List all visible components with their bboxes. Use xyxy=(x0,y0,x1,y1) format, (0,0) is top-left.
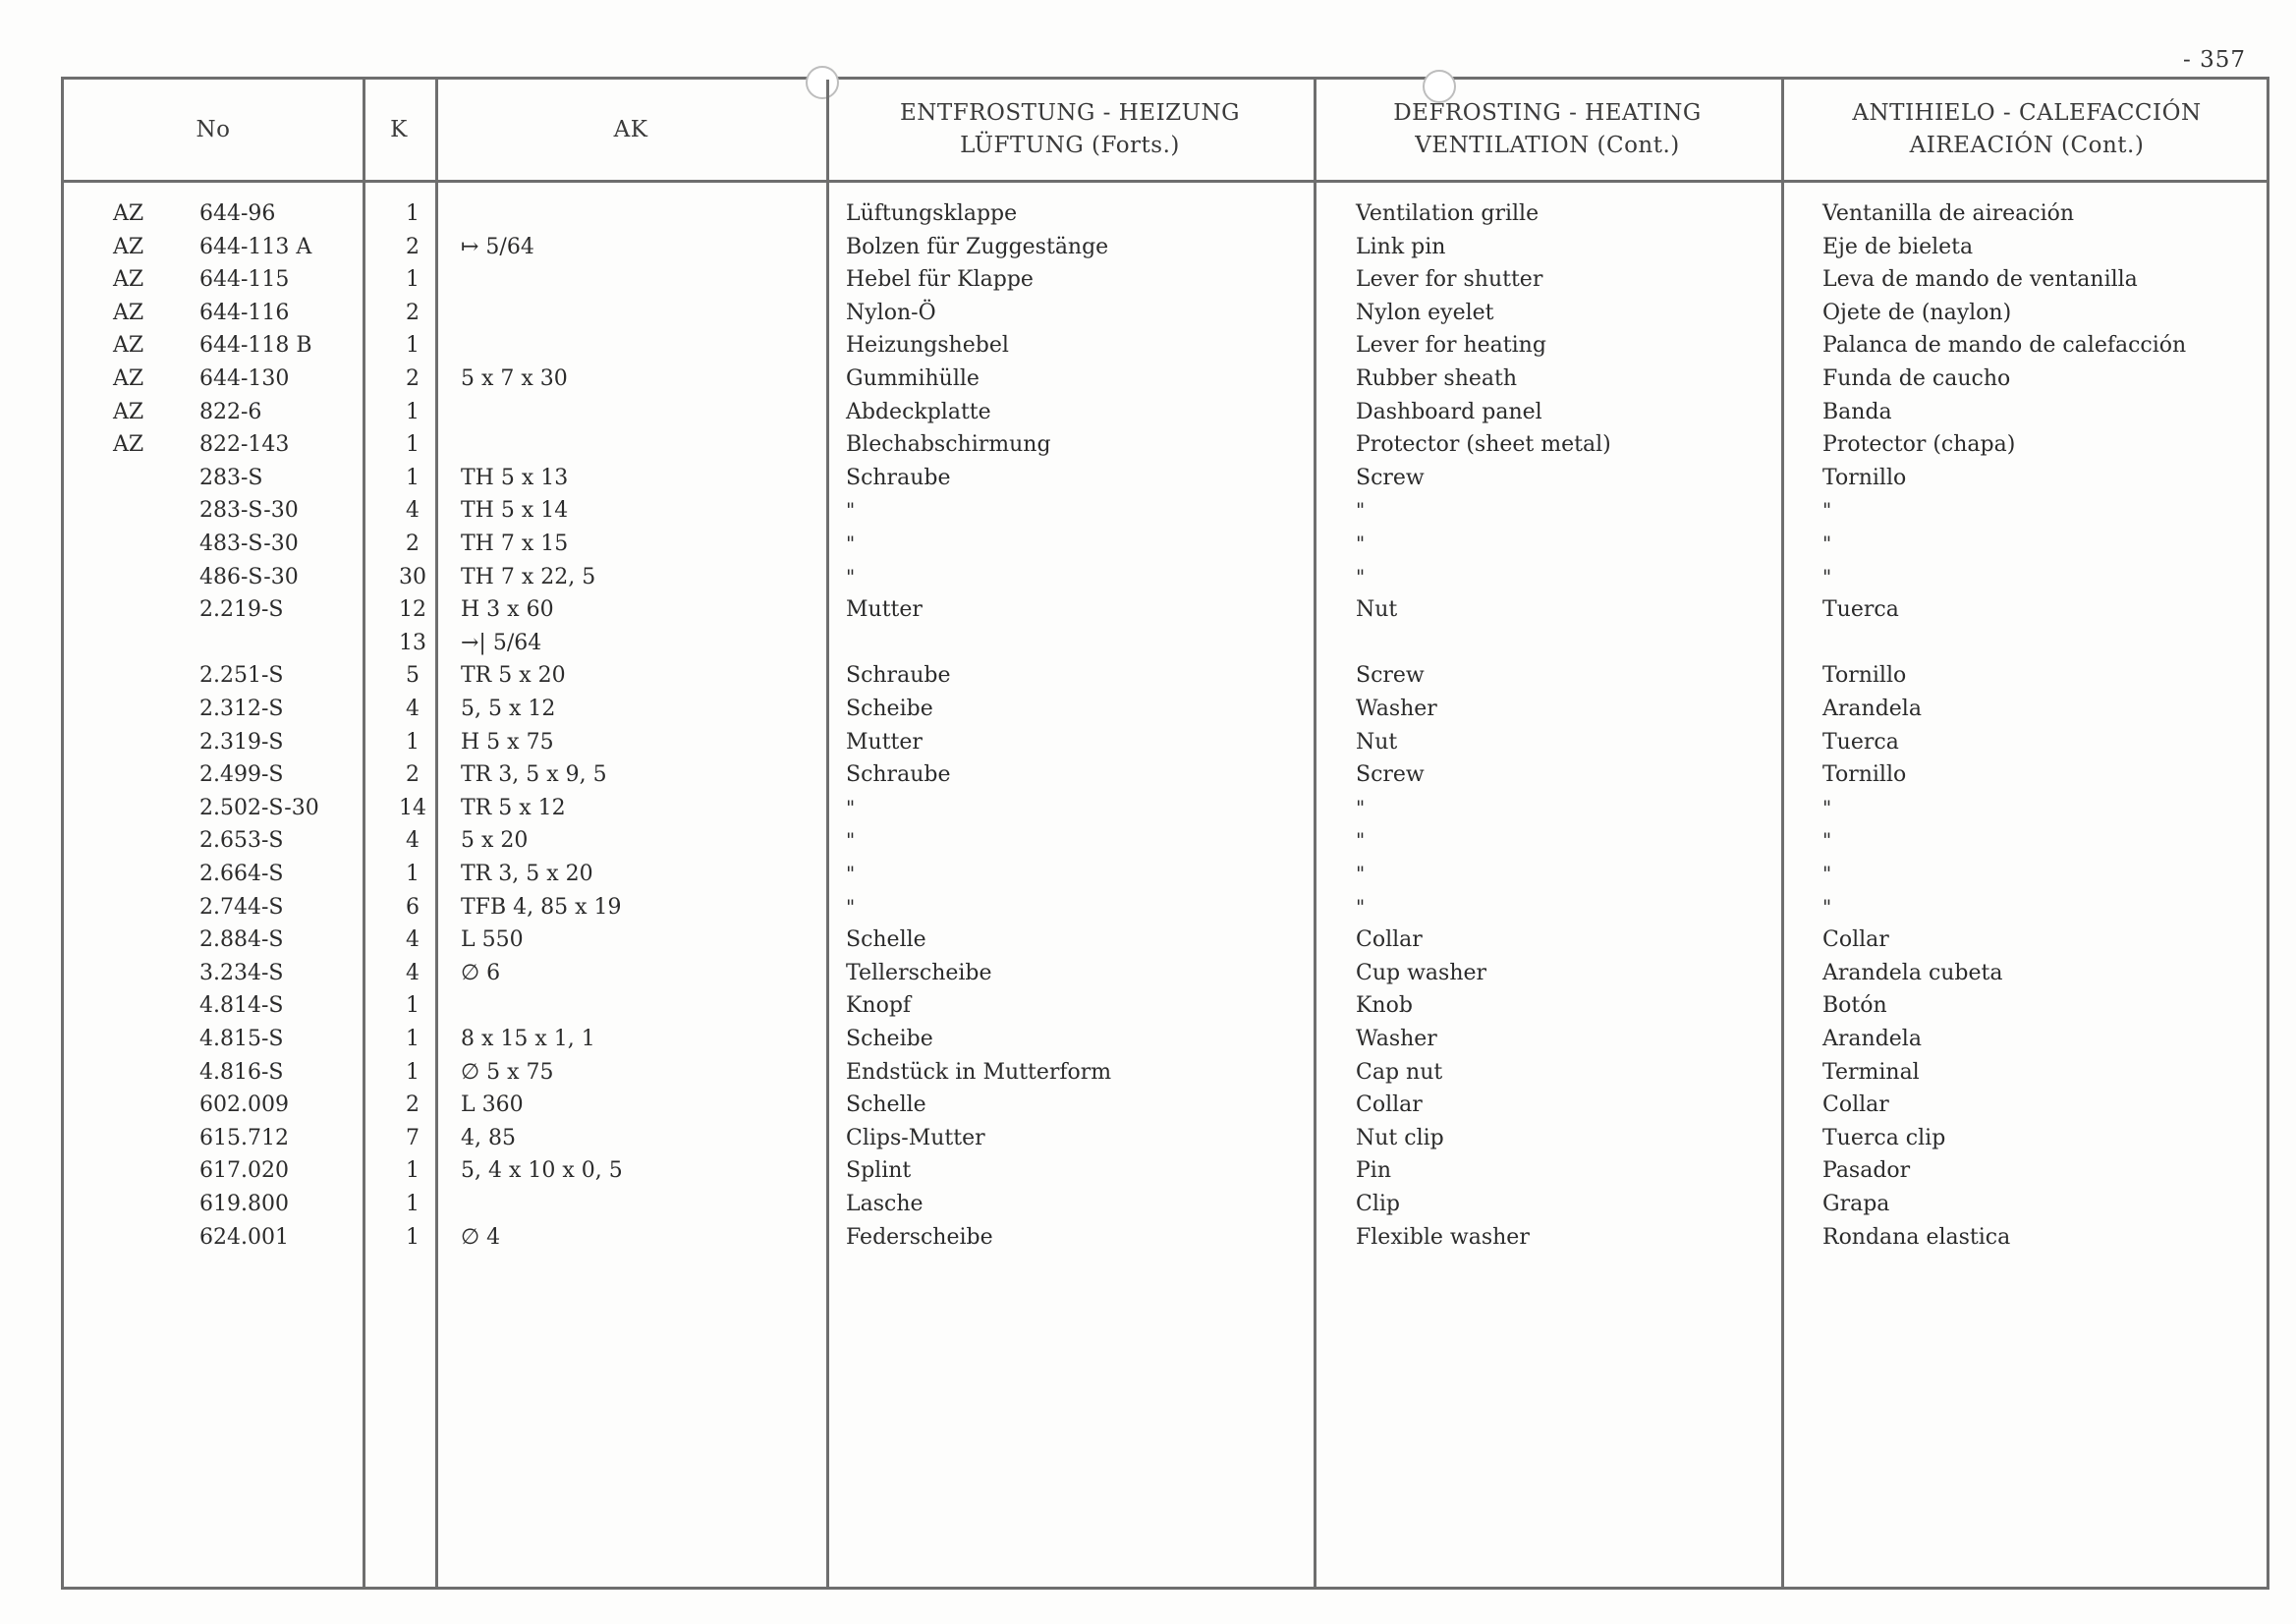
cell-en: Washer xyxy=(1356,697,1437,721)
cell-es: Ventanilla de aireación xyxy=(1822,201,2075,226)
header-english: DEFROSTING - HEATING VENTILATION (Cont.) xyxy=(1393,100,1702,158)
cell-de: Federscheibe xyxy=(846,1224,993,1250)
cell-ak: L 550 xyxy=(461,927,524,953)
cell-de: Schraube xyxy=(846,663,951,689)
cell-de: Bolzen für Zuggestänge xyxy=(846,234,1109,259)
cell-de: Lasche xyxy=(846,1192,924,1216)
cell-number: 2.251-S xyxy=(199,663,284,689)
cell-prefix: AZ xyxy=(113,201,144,226)
cell-es: Leva de mando de ventanilla xyxy=(1822,267,2138,293)
cell-en: Screw xyxy=(1356,465,1425,490)
header-k: K xyxy=(390,116,408,142)
cell-es: " xyxy=(1822,498,1830,523)
cell-k: 5 xyxy=(406,663,420,689)
cell-ak: 5 x 7 x 30 xyxy=(461,366,568,391)
page-number: - 357 xyxy=(2183,47,2246,73)
cell-de: Mutter xyxy=(846,597,923,623)
cell-es: Tuerca xyxy=(1822,729,1899,755)
cell-en: Protector (sheet metal) xyxy=(1356,432,1611,458)
header-no: No xyxy=(196,116,231,142)
cell-number: 644-96 xyxy=(199,201,276,226)
cell-en: Nut xyxy=(1356,729,1398,755)
cell-en: Lever for shutter xyxy=(1356,267,1543,293)
cell-ak: H 5 x 75 xyxy=(461,729,554,755)
table-row xyxy=(64,891,2267,924)
cell-ak: 5, 4 x 10 x 0, 5 xyxy=(461,1158,623,1184)
cell-ak: 5 x 20 xyxy=(461,828,529,854)
cell-en: " xyxy=(1356,498,1364,523)
table-row xyxy=(64,329,2267,363)
table-row xyxy=(64,297,2267,330)
cell-en: Collar xyxy=(1356,927,1423,953)
cell-en: Link pin xyxy=(1356,234,1446,259)
cell-de: " xyxy=(846,894,854,919)
table-row xyxy=(64,726,2267,759)
cell-ak: TR 3, 5 x 20 xyxy=(461,862,593,886)
cell-de: Knopf xyxy=(846,993,912,1019)
table-row xyxy=(64,989,2267,1023)
cell-es: Rondana elastica xyxy=(1822,1224,2011,1250)
cell-ak: ∅ 4 xyxy=(461,1224,501,1250)
cell-number: 624.001 xyxy=(199,1224,289,1250)
cell-es: Tornillo xyxy=(1822,762,1907,788)
cell-ak: 5, 5 x 12 xyxy=(461,697,556,721)
cell-k: 14 xyxy=(399,795,426,820)
cell-k: 1 xyxy=(406,729,420,755)
cell-en: Nylon eyelet xyxy=(1356,300,1494,325)
cell-es: Grapa xyxy=(1822,1192,1890,1216)
cell-de: Schraube xyxy=(846,465,951,490)
cell-de: " xyxy=(846,828,854,853)
cell-prefix: AZ xyxy=(113,432,144,458)
cell-prefix: AZ xyxy=(113,333,144,359)
cell-en: Screw xyxy=(1356,663,1425,689)
table-row xyxy=(64,957,2267,990)
cell-number: 2.319-S xyxy=(199,729,284,755)
cell-ak: TH 7 x 22, 5 xyxy=(461,564,596,589)
cell-en: Nut clip xyxy=(1356,1125,1444,1150)
cell-es: Botón xyxy=(1822,993,1887,1019)
cell-en: Cup washer xyxy=(1356,960,1487,985)
cell-de: Abdeckplatte xyxy=(846,399,991,424)
cell-ak: H 3 x 60 xyxy=(461,597,554,623)
cell-k: 1 xyxy=(406,993,420,1019)
cell-number: 615.712 xyxy=(199,1125,289,1150)
cell-number: 644-116 xyxy=(199,300,290,325)
cell-number: 822-6 xyxy=(199,399,262,424)
cell-de: Scheibe xyxy=(846,1027,933,1051)
cell-es: Arandela cubeta xyxy=(1822,960,2003,985)
cell-de: Heizungshebel xyxy=(846,333,1009,359)
cell-en: Rubber sheath xyxy=(1356,366,1518,391)
table-row xyxy=(64,659,2267,693)
cell-number: 2.884-S xyxy=(199,927,284,953)
cell-es: Protector (chapa) xyxy=(1822,432,2016,458)
table-row xyxy=(64,1056,2267,1090)
table-row xyxy=(64,1023,2267,1056)
cell-en: " xyxy=(1356,894,1364,919)
cell-ak: →| 5/64 xyxy=(461,630,542,655)
cell-es: Tuerca xyxy=(1822,597,1899,623)
table-row xyxy=(64,1089,2267,1122)
cell-k: 13 xyxy=(399,630,426,655)
cell-de: Tellerscheibe xyxy=(846,960,992,985)
table-row xyxy=(64,428,2267,462)
cell-de: " xyxy=(846,532,854,555)
cell-es: " xyxy=(1822,862,1830,885)
cell-k: 6 xyxy=(406,894,420,920)
cell-prefix: AZ xyxy=(113,366,144,391)
cell-k: 4 xyxy=(406,697,420,721)
cell-k: 1 xyxy=(406,1027,420,1051)
cell-ak: TR 5 x 20 xyxy=(461,663,566,689)
cell-prefix: AZ xyxy=(113,267,144,293)
table-row xyxy=(64,1221,2267,1255)
cell-de: Nylon-Ö xyxy=(846,300,936,325)
header-spanish: ANTIHIELO - CALEFACCIÓN AIREACIÓN (Cont.) xyxy=(1852,100,2202,158)
cell-k: 7 xyxy=(406,1125,420,1150)
table-row xyxy=(64,561,2267,594)
cell-k: 2 xyxy=(406,300,420,325)
table-row xyxy=(64,197,2267,231)
cell-ak: 8 x 15 x 1, 1 xyxy=(461,1027,595,1051)
cell-number: 644-118 B xyxy=(199,333,312,359)
cell-ak: TFB 4, 85 x 19 xyxy=(461,894,622,920)
table-row xyxy=(64,858,2267,891)
cell-number: 602.009 xyxy=(199,1092,289,1118)
cell-en: Collar xyxy=(1356,1092,1423,1118)
cell-de: Splint xyxy=(846,1158,912,1184)
table-row xyxy=(64,363,2267,396)
cell-number: 619.800 xyxy=(199,1192,289,1216)
cell-de: Gummihülle xyxy=(846,366,980,391)
cell-en: " xyxy=(1356,795,1364,819)
cell-es: Collar xyxy=(1822,1092,1889,1118)
cell-number: 2.312-S xyxy=(199,697,284,721)
cell-ak: L 360 xyxy=(461,1092,524,1118)
cell-number: 483-S-30 xyxy=(199,532,299,556)
cell-es: Tuerca clip xyxy=(1822,1125,1946,1150)
cell-de: Schraube xyxy=(846,762,951,788)
cell-es: " xyxy=(1822,564,1830,588)
cell-en: Lever for heating xyxy=(1356,333,1546,359)
cell-de: " xyxy=(846,862,854,885)
cell-k: 2 xyxy=(406,366,420,391)
header-german: ENTFROSTUNG - HEIZUNG LÜFTUNG (Forts.) xyxy=(899,100,1241,158)
cell-number: 283-S-30 xyxy=(199,498,299,524)
cell-k: 2 xyxy=(406,532,420,556)
cell-en: Knob xyxy=(1356,993,1413,1019)
cell-ak: 4, 85 xyxy=(461,1125,516,1150)
cell-k: 2 xyxy=(406,762,420,788)
cell-es: Pasador xyxy=(1822,1158,1911,1184)
cell-number: 2.744-S xyxy=(199,894,284,920)
header-divider xyxy=(64,180,2267,183)
cell-de: Clips-Mutter xyxy=(846,1125,985,1150)
cell-de: Schelle xyxy=(846,927,926,953)
cell-number: 2.653-S xyxy=(199,828,284,854)
cell-es: Banda xyxy=(1822,399,1892,424)
cell-en: Pin xyxy=(1356,1158,1392,1184)
table-row xyxy=(64,494,2267,528)
cell-number: 644-115 xyxy=(199,267,290,293)
cell-number: 2.502-S-30 xyxy=(199,795,319,820)
cell-en: " xyxy=(1356,564,1364,588)
cell-number: 2.499-S xyxy=(199,762,284,788)
cell-number: 2.219-S xyxy=(199,597,284,623)
cell-de: Scheibe xyxy=(846,697,933,721)
cell-en: Flexible washer xyxy=(1356,1224,1530,1250)
cell-k: 12 xyxy=(399,597,426,623)
table-row xyxy=(64,593,2267,627)
cell-number: 486-S-30 xyxy=(199,564,299,589)
cell-en: Washer xyxy=(1356,1027,1437,1051)
table-row xyxy=(64,1122,2267,1155)
cell-prefix: AZ xyxy=(113,300,144,325)
cell-number: 822-143 xyxy=(199,432,290,458)
cell-de: " xyxy=(846,498,854,523)
cell-de: Blechabschirmung xyxy=(846,432,1051,458)
cell-es: " xyxy=(1822,795,1830,819)
table-row xyxy=(64,693,2267,726)
cell-de: " xyxy=(846,564,854,588)
cell-k: 1 xyxy=(406,399,420,424)
cell-prefix: AZ xyxy=(113,234,144,259)
table-row xyxy=(64,1188,2267,1221)
cell-prefix: AZ xyxy=(113,399,144,424)
cell-k: 2 xyxy=(406,1092,420,1118)
cell-number: 4.815-S xyxy=(199,1027,284,1051)
table-row xyxy=(64,792,2267,825)
cell-k: 4 xyxy=(406,828,420,854)
cell-ak: ∅ 5 x 75 xyxy=(461,1059,554,1085)
cell-es: Collar xyxy=(1822,927,1889,953)
cell-number: 2.664-S xyxy=(199,862,284,886)
cell-number: 644-130 xyxy=(199,366,290,391)
cell-k: 4 xyxy=(406,960,420,985)
cell-en: Screw xyxy=(1356,762,1425,788)
cell-k: 4 xyxy=(406,927,420,953)
table-row xyxy=(64,528,2267,561)
cell-en: Nut xyxy=(1356,597,1398,623)
cell-es: Tornillo xyxy=(1822,465,1907,490)
cell-k: 1 xyxy=(406,465,420,490)
cell-k: 1 xyxy=(406,333,420,359)
table-row xyxy=(64,462,2267,495)
table-row xyxy=(64,627,2267,660)
cell-en: Dashboard panel xyxy=(1356,399,1542,424)
cell-ak: ∅ 6 xyxy=(461,960,501,985)
cell-es: Ojete de (naylon) xyxy=(1822,300,2012,325)
table-row xyxy=(64,231,2267,264)
cell-en: Clip xyxy=(1356,1192,1400,1216)
cell-k: 1 xyxy=(406,1192,420,1216)
cell-es: Tornillo xyxy=(1822,663,1907,689)
cell-k: 1 xyxy=(406,1059,420,1085)
cell-k: 1 xyxy=(406,201,420,226)
cell-de: Lüftungsklappe xyxy=(846,201,1018,226)
cell-en: Ventilation grille xyxy=(1356,201,1540,226)
cell-k: 1 xyxy=(406,1158,420,1184)
header-ak: AK xyxy=(613,116,648,142)
cell-k: 30 xyxy=(399,564,426,589)
cell-en: " xyxy=(1356,828,1364,853)
cell-number: 4.816-S xyxy=(199,1059,284,1085)
table-row xyxy=(64,1154,2267,1188)
cell-es: Arandela xyxy=(1822,1027,1922,1051)
cell-number: 644-113 A xyxy=(199,234,312,259)
cell-k: 4 xyxy=(406,498,420,524)
cell-es: Terminal xyxy=(1822,1059,1920,1085)
cell-ak: TR 5 x 12 xyxy=(461,795,566,820)
cell-es: Arandela xyxy=(1822,697,1922,721)
cell-ak: ↦ 5/64 xyxy=(461,234,534,259)
cell-es: Eje de bieleta xyxy=(1822,234,1974,259)
cell-number: 617.020 xyxy=(199,1158,289,1184)
cell-k: 1 xyxy=(406,862,420,886)
cell-number: 283-S xyxy=(199,465,263,490)
cell-number: 4.814-S xyxy=(199,993,284,1019)
table-row xyxy=(64,263,2267,297)
cell-number: 3.234-S xyxy=(199,960,284,985)
cell-ak: TH 5 x 14 xyxy=(461,498,569,524)
cell-en: " xyxy=(1356,532,1364,555)
cell-de: Hebel für Klappe xyxy=(846,267,1034,293)
cell-en: Cap nut xyxy=(1356,1059,1443,1085)
cell-de: " xyxy=(846,795,854,819)
cell-es: " xyxy=(1822,532,1830,555)
cell-ak: TR 3, 5 x 9, 5 xyxy=(461,762,607,788)
cell-es: " xyxy=(1822,894,1830,919)
table-row xyxy=(64,924,2267,957)
cell-ak: TH 5 x 13 xyxy=(461,465,569,490)
cell-k: 2 xyxy=(406,234,420,259)
parts-table xyxy=(61,77,2269,1590)
cell-de: Mutter xyxy=(846,729,923,755)
cell-en: " xyxy=(1356,862,1364,885)
table-row xyxy=(64,396,2267,429)
cell-ak: TH 7 x 15 xyxy=(461,532,569,556)
cell-de: Endstück in Mutterform xyxy=(846,1059,1112,1085)
cell-es: " xyxy=(1822,828,1830,853)
table-row xyxy=(64,824,2267,858)
cell-k: 1 xyxy=(406,267,420,293)
cell-de: Schelle xyxy=(846,1092,926,1118)
cell-k: 1 xyxy=(406,432,420,458)
table-row xyxy=(64,758,2267,792)
cell-es: Funda de caucho xyxy=(1822,366,2011,391)
cell-es: Palanca de mando de calefacción xyxy=(1822,333,2187,359)
cell-k: 1 xyxy=(406,1224,420,1250)
